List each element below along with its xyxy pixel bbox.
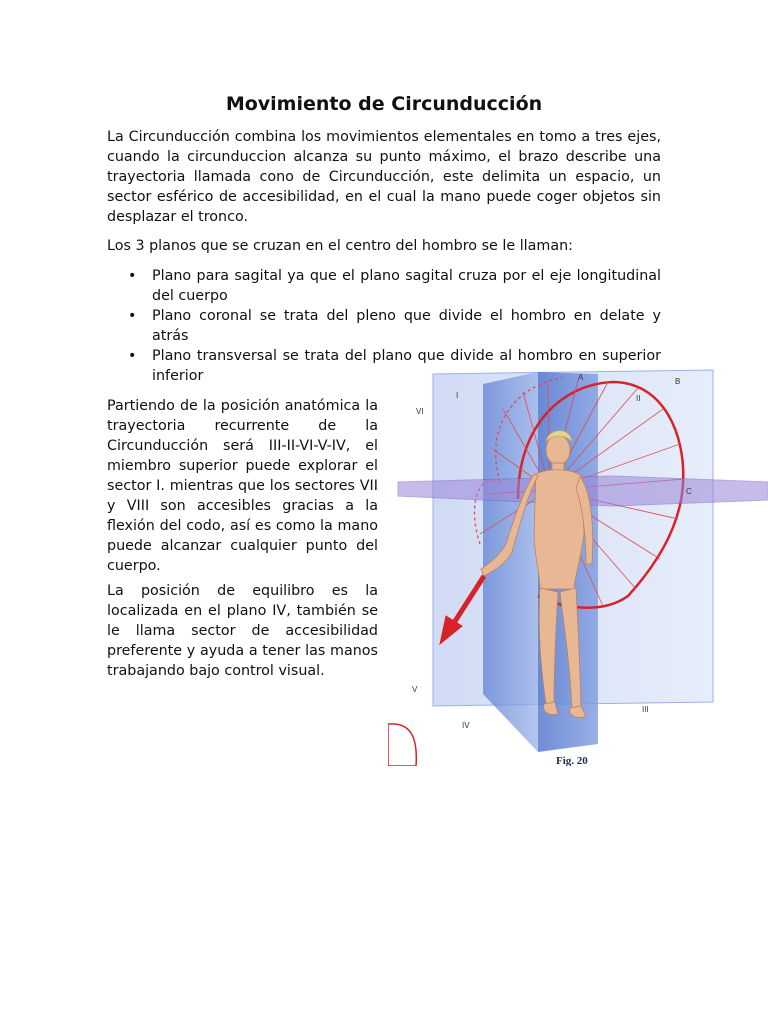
trajectory-paragraph: Partiendo de la posición anatómica la trayectoria recurrente de la Circunducción será III-II-VI-V-IV, el miembro superior puede explorar el sector I. mientras que los sectores VII y VIII son accesibles gracias a la flexión del codo, así es como la mano puede alcanzar cualquier punto del cuerpo. [107, 398, 378, 574]
label-ii: II [636, 394, 641, 403]
shape-fragment [388, 724, 416, 766]
label-vi: VI [416, 407, 424, 416]
equilibrium-paragraph: La posición de equilibro es la localizada en el plano IV, también se le llama sector de accesibilidad preferente y ayuda a tener las manos trabajando bajo control visual. [107, 583, 378, 679]
label-b: B [675, 377, 681, 386]
list-item-coronal: • Plano coronal se trata del pleno que divide el hombro en delate y atrás [128, 306, 661, 346]
anatomy-illustration [388, 364, 768, 766]
list-item-sagittal: • Plano para sagital ya que el plano sagital cruza por el eje longitudinal del cuerpo [128, 266, 661, 306]
label-i: I [456, 391, 459, 400]
label-iii: III [642, 705, 649, 714]
planes-intro-paragraph: Los 3 planos que se cruzan en el centro del hombro se le llaman: [107, 238, 573, 254]
list-item-transverse: • Plano transversal se trata del plano que divide al hombro en superior inferior [128, 346, 661, 386]
label-iv: IV [462, 721, 470, 730]
circumduction-figure [388, 364, 768, 766]
figure-caption: Fig. 20 [556, 755, 588, 766]
page-title: Movimiento de Circunducción [225, 93, 543, 115]
label-a: A [578, 373, 584, 382]
label-c: C [686, 487, 692, 496]
intro-paragraph: La Circunducción combina los movimientos elementales en tomo a tres ejes, cuando la circunduccion alcanza su punto máximo, el brazo describe una trayectoria llamada cono de Circunducción, este delimita un espacio, un sector esférico de accesibilidad, en el cual la mano puede coger objetos sin desplazar el tronco. [107, 129, 661, 225]
label-v: V [412, 685, 418, 694]
